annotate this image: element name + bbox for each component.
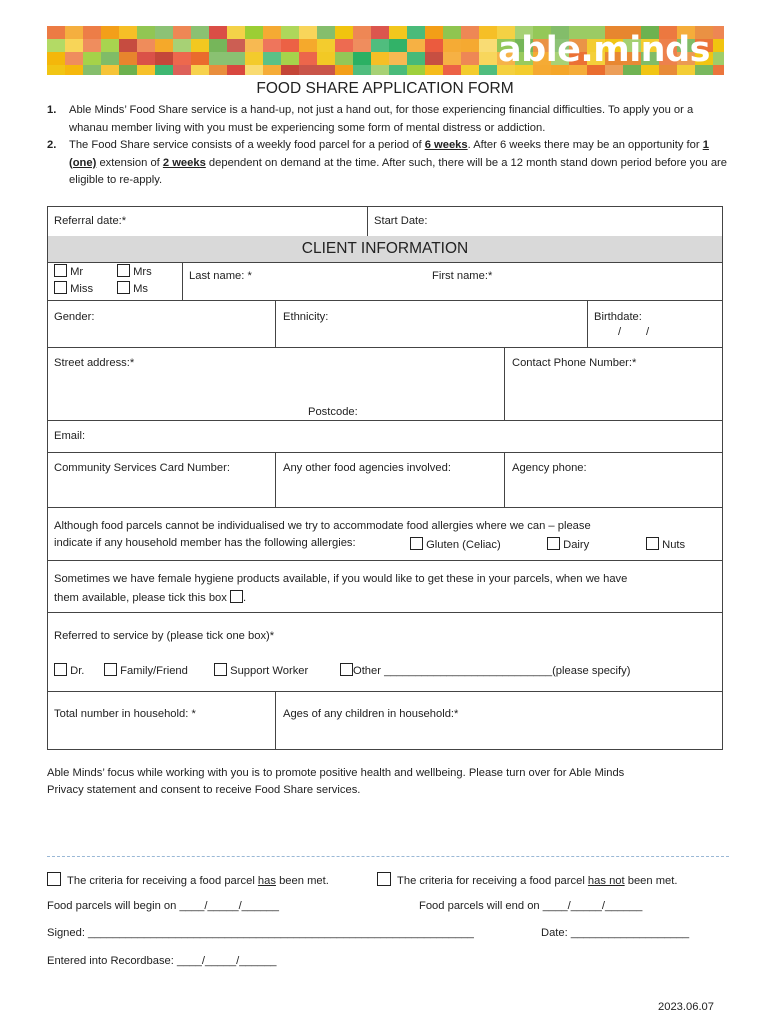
banner-tile xyxy=(137,52,155,65)
banner-tile xyxy=(245,65,263,75)
banner-tile xyxy=(191,52,209,65)
focus-text-line-2: Privacy statement and consent to receive Food Share services. xyxy=(47,784,361,796)
checkbox[interactable] xyxy=(117,264,130,277)
able-minds-logo: able.minds xyxy=(498,30,710,70)
footer-date: 2023.06.07 xyxy=(658,1001,714,1013)
hygiene-checkbox[interactable] xyxy=(230,590,243,603)
banner-tile xyxy=(101,65,119,75)
banner-tile xyxy=(101,52,119,65)
banner-tile xyxy=(137,26,155,39)
banner-tile xyxy=(335,65,353,75)
banner-tile xyxy=(227,26,245,39)
criteria-not-met-option[interactable]: The criteria for receiving a food parcel has not been met. xyxy=(377,872,678,887)
banner-tile xyxy=(191,26,209,39)
banner-tile xyxy=(281,39,299,52)
banner-tile xyxy=(281,26,299,39)
referred-dr-option[interactable]: Dr. xyxy=(54,663,84,677)
referral-date-field[interactable]: Referral date:* xyxy=(54,215,127,227)
banner-tile xyxy=(317,52,335,65)
banner-tile xyxy=(83,52,101,65)
banner-tile xyxy=(65,26,83,39)
banner-tile xyxy=(155,26,173,39)
banner-tile xyxy=(407,39,425,52)
banner-tile xyxy=(461,52,479,65)
recordbase-field[interactable]: Entered into Recordbase: ____/_____/______ xyxy=(47,955,277,967)
banner-tile xyxy=(407,65,425,75)
banner-tile xyxy=(713,26,724,39)
banner-tile xyxy=(353,26,371,39)
title-mr-option[interactable]: Mr xyxy=(54,264,83,278)
birthdate-field[interactable]: Birthdate: xyxy=(594,311,642,323)
banner-tile xyxy=(443,52,461,65)
parcels-begin-field[interactable]: Food parcels will begin on ____/_____/______ xyxy=(47,900,280,912)
contact-phone-field[interactable]: Contact Phone Number:* xyxy=(512,357,637,369)
banner-tile xyxy=(209,26,227,39)
checkbox[interactable] xyxy=(54,281,67,294)
banner-tile xyxy=(371,26,389,39)
banner-tile xyxy=(371,52,389,65)
checkbox[interactable] xyxy=(410,537,423,550)
banner-tile xyxy=(47,52,65,65)
banner-tile xyxy=(263,52,281,65)
banner-tile xyxy=(443,39,461,52)
checkbox[interactable] xyxy=(54,663,67,676)
banner-tile xyxy=(407,52,425,65)
client-info-header: CLIENT INFORMATION xyxy=(48,236,722,262)
banner-tile xyxy=(389,52,407,65)
checkbox[interactable] xyxy=(117,281,130,294)
criteria-met-option[interactable]: The criteria for receiving a food parcel has been met. xyxy=(47,872,329,887)
banner-tile xyxy=(191,39,209,52)
banner-tile xyxy=(317,26,335,39)
banner-tile xyxy=(209,52,227,65)
birthdate-slashes: / / xyxy=(618,326,650,338)
intro-number: 2. xyxy=(47,139,57,151)
allergy-nuts-option[interactable]: Nuts xyxy=(646,537,685,551)
banner-tile xyxy=(317,65,335,75)
children-ages-field[interactable]: Ages of any children in household:* xyxy=(283,708,459,720)
banner-tile xyxy=(65,65,83,75)
banner-tile xyxy=(47,26,65,39)
gender-field[interactable]: Gender: xyxy=(54,311,95,323)
ethnicity-field[interactable]: Ethnicity: xyxy=(283,311,329,323)
banner-tile xyxy=(191,65,209,75)
banner-tile xyxy=(173,52,191,65)
banner-tile xyxy=(83,39,101,52)
banner-tile xyxy=(335,52,353,65)
banner-tile xyxy=(173,65,191,75)
banner-tile xyxy=(299,65,317,75)
banner-tile xyxy=(209,65,227,75)
start-date-field[interactable]: Start Date: xyxy=(374,215,428,227)
office-use-divider xyxy=(47,856,729,857)
banner-tile xyxy=(83,65,101,75)
banner-tile xyxy=(263,65,281,75)
banner-tile xyxy=(83,26,101,39)
banner-tile xyxy=(155,52,173,65)
banner-tile xyxy=(479,65,497,75)
checkbox[interactable] xyxy=(377,872,391,886)
banner-tile xyxy=(227,39,245,52)
title-ms-option[interactable]: Ms xyxy=(117,281,148,295)
banner-tile xyxy=(425,65,443,75)
banner-tile xyxy=(713,52,724,65)
banner-tile xyxy=(47,39,65,52)
banner-tile xyxy=(263,39,281,52)
banner-tile xyxy=(353,65,371,75)
banner-tile xyxy=(245,26,263,39)
banner-tile xyxy=(335,26,353,39)
email-field[interactable]: Email: xyxy=(54,430,86,442)
banner-tile xyxy=(407,26,425,39)
intro-text: The Food Share service consists of a weekly food parcel for a period of 6 weeks. After 6 weeks there may be an opportunity for 1 (one) extension of 2 weeks dependent on demand at the time. After such, there will be a 12 month stand down period before you are eligible to re-apply. xyxy=(69,139,727,186)
banner-tile xyxy=(443,65,461,75)
banner-tile xyxy=(281,52,299,65)
banner-tile xyxy=(119,39,137,52)
banner-tile xyxy=(101,26,119,39)
banner-tile xyxy=(425,52,443,65)
community-card-field[interactable]: Community Services Card Number: xyxy=(54,462,230,474)
banner-tile xyxy=(371,39,389,52)
title-miss-option[interactable]: Miss xyxy=(54,281,93,295)
banner-tile xyxy=(371,65,389,75)
banner-tile xyxy=(389,26,407,39)
title-mrs-option[interactable]: Mrs xyxy=(117,264,152,278)
banner-tile xyxy=(119,52,137,65)
referred-other-option[interactable]: Other ___________________________(please specify) xyxy=(340,663,630,677)
banner-tile xyxy=(461,26,479,39)
first-name-field[interactable]: First name:* xyxy=(432,270,493,282)
signed-date-field[interactable]: Date: ___________________ xyxy=(541,927,690,939)
banner-tile xyxy=(245,52,263,65)
banner-tile xyxy=(299,26,317,39)
banner-tile xyxy=(353,52,371,65)
banner-tile xyxy=(353,39,371,52)
banner-tile xyxy=(173,39,191,52)
banner-tile xyxy=(119,26,137,39)
banner-tile xyxy=(713,39,724,52)
allergy-text-line-2: indicate if any household member has the following allergies: xyxy=(54,537,356,549)
intro-item-2 xyxy=(47,137,727,190)
banner-tile xyxy=(713,65,724,75)
logo-banner xyxy=(47,26,724,75)
intro-item-1 xyxy=(47,102,727,137)
checkbox[interactable] xyxy=(54,264,67,277)
banner-tile xyxy=(479,26,497,39)
checkbox[interactable] xyxy=(47,872,61,886)
banner-tile xyxy=(425,26,443,39)
allergy-gluten-option[interactable]: Gluten (Celiac) xyxy=(410,537,501,551)
banner-tile xyxy=(155,65,173,75)
banner-tile xyxy=(479,52,497,65)
banner-tile xyxy=(101,39,119,52)
hygiene-text-line-2: them available, please tick this box . xyxy=(54,592,247,604)
agency-phone-field[interactable]: Agency phone: xyxy=(512,462,587,474)
banner-tile xyxy=(299,52,317,65)
banner-tile xyxy=(65,52,83,65)
referred-by-label: Referred to service by (please tick one box)* xyxy=(54,630,275,642)
checkbox[interactable] xyxy=(547,537,560,550)
checkbox[interactable] xyxy=(104,663,117,676)
banner-tile xyxy=(137,39,155,52)
allergy-text: Although food parcels cannot be individualised we try to accommodate food allergies where we can – please xyxy=(54,520,591,532)
banner-tile xyxy=(227,65,245,75)
last-name-field[interactable]: Last name: * xyxy=(189,270,252,282)
banner-tile xyxy=(479,39,497,52)
checkbox[interactable] xyxy=(340,663,353,676)
banner-tile xyxy=(461,65,479,75)
focus-text: Able Minds’ focus while working with you is to promote positive health and wellbeing. Please turn over for Able Minds xyxy=(47,767,625,779)
hygiene-text: Sometimes we have female hygiene products available, if you would like to get these in your parcels, when we have xyxy=(54,573,628,585)
banner-tile xyxy=(461,39,479,52)
banner-tile xyxy=(281,65,299,75)
banner-tile xyxy=(335,39,353,52)
banner-tile xyxy=(227,52,245,65)
banner-tile xyxy=(317,39,335,52)
household-total-field[interactable]: Total number in household: * xyxy=(54,708,196,720)
referred-support-option[interactable]: Support Worker xyxy=(214,663,308,677)
banner-tile xyxy=(119,65,137,75)
parcels-end-field[interactable]: Food parcels will end on ____/_____/______ xyxy=(419,900,643,912)
other-agencies-field[interactable]: Any other food agencies involved: xyxy=(283,462,451,474)
banner-tile xyxy=(47,65,65,75)
banner-tile xyxy=(209,39,227,52)
banner-tile xyxy=(155,39,173,52)
banner-tile xyxy=(245,39,263,52)
banner-tile xyxy=(299,39,317,52)
banner-tile xyxy=(173,26,191,39)
allergy-dairy-option[interactable]: Dairy xyxy=(547,537,589,551)
signed-field[interactable]: Signed: ______________________________________________________________ xyxy=(47,927,474,939)
street-address-field[interactable]: Street address:* xyxy=(54,357,135,369)
banner-tile xyxy=(389,65,407,75)
referred-family-option[interactable]: Family/Friend xyxy=(104,663,188,677)
intro-text: Able Minds’ Food Share service is a hand-up, not just a hand out, for those experiencing financial difficulties. To apply you or a whanau member living with you must be experiencing some form of mental distress or addiction. xyxy=(69,104,694,134)
banner-tile xyxy=(389,39,407,52)
banner-tile xyxy=(443,26,461,39)
checkbox[interactable] xyxy=(646,537,659,550)
intro-number: 1. xyxy=(47,104,57,116)
postcode-field[interactable]: Postcode: xyxy=(308,406,358,418)
checkbox[interactable] xyxy=(214,663,227,676)
banner-tile xyxy=(65,39,83,52)
banner-tile xyxy=(263,26,281,39)
banner-tile xyxy=(425,39,443,52)
form-title: FOOD SHARE APPLICATION FORM xyxy=(256,80,514,97)
banner-tile xyxy=(137,65,155,75)
